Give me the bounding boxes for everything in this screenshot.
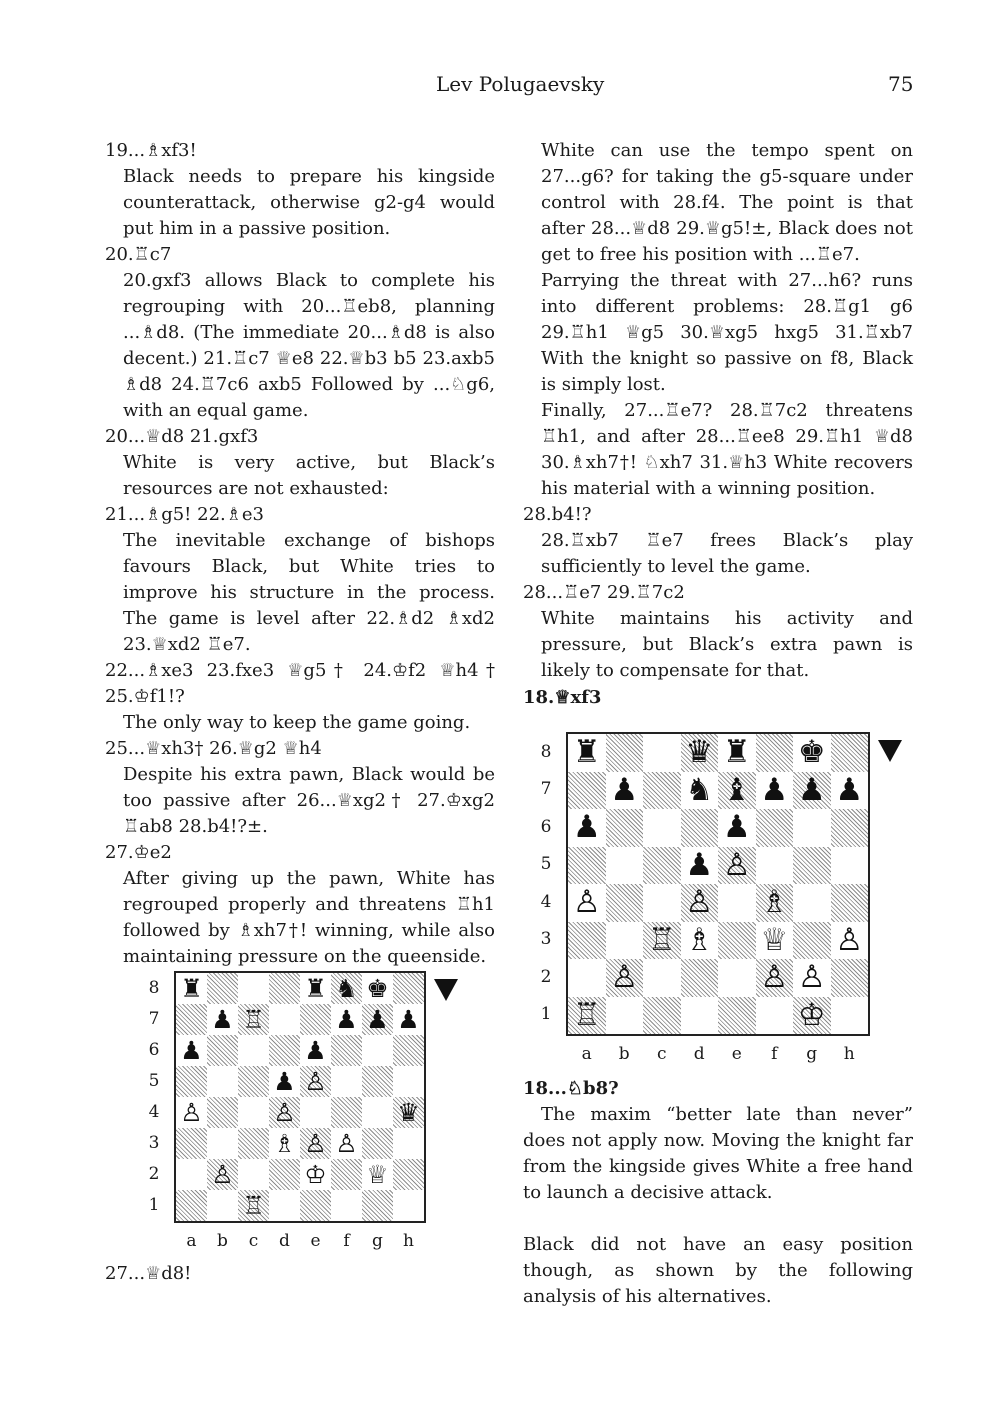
board-square-g1 — [362, 1190, 393, 1221]
file-label: f — [343, 1231, 350, 1251]
comment-paragraph: Despite his extra pawn, Black would be too passive after 26...♕xg2† 27.♔xg2 ♖ab8 28.b4!?±. — [123, 764, 495, 837]
chess-piece-icon: ♙ — [273, 1098, 296, 1127]
board-square-a4 — [176, 1097, 207, 1128]
board-square-h4 — [831, 884, 869, 922]
board-square-c1 — [238, 1190, 269, 1221]
move-line: 20.♖c7 — [105, 244, 172, 265]
board-square-a1 — [176, 1190, 207, 1221]
file-label: h — [843, 1044, 855, 1064]
board-square-d5 — [269, 1066, 300, 1097]
board-square-e6 — [300, 1035, 331, 1066]
board-square-c8 — [643, 734, 681, 772]
section-heading: 18.♕xf3 — [523, 687, 602, 708]
rank-label: 5 — [148, 1070, 160, 1091]
board-square-b5 — [207, 1066, 238, 1097]
rank-label: 6 — [540, 816, 552, 837]
chess-piece-icon: ♟ — [180, 1036, 203, 1065]
board-square-b5 — [606, 847, 644, 885]
board-square-a5 — [176, 1066, 207, 1097]
board-square-f3 — [331, 1128, 362, 1159]
board-square-d4 — [269, 1097, 300, 1128]
rank-label: 1 — [148, 1194, 160, 1215]
chess-board — [566, 732, 870, 1036]
move-line: 21...♗g5! 22.♗e3 — [105, 504, 265, 525]
board-square-f5 — [331, 1066, 362, 1097]
chess-piece-icon: ♖ — [647, 921, 676, 958]
board-square-g8 — [362, 973, 393, 1004]
board-square-e8 — [718, 734, 756, 772]
board-square-h5 — [831, 847, 869, 885]
board-square-f4 — [756, 884, 794, 922]
board-square-h2 — [393, 1159, 424, 1190]
section-heading: 18...♘b8? — [523, 1078, 619, 1099]
chess-piece-icon: ♟ — [366, 1005, 389, 1034]
chess-piece-icon: ♙ — [335, 1129, 358, 1158]
chess-piece-icon: ♔ — [797, 996, 826, 1033]
board-square-b1 — [207, 1190, 238, 1221]
comment-paragraph: Parrying the threat with 27...h6? runs into different problems: 28.♖g1 g6 29.♖h1 ♕g5 30.♕xg5 hxg5 31.♖xb7 With the knight so passive on f8, Black is simply lost. — [541, 270, 913, 395]
board-square-g5 — [793, 847, 831, 885]
comment-paragraph: 20.gxf3 allows Black to complete his regrouping with 20...♖eb8, planning ...♗d8. (The immediate 20...♗d8 is also decent.) 21.♖c7 ♕e8 22.♕b3 b5 23.axb5 ♗d8 24.♖7c6 axb5 Followed by ...♘g6, with an equal game. — [123, 270, 495, 421]
move-line: 25...♕xh3† 26.♕g2 ♕h4 — [105, 738, 322, 759]
board-square-b4 — [606, 884, 644, 922]
board-square-h6 — [393, 1035, 424, 1066]
chess-piece-icon: ♕ — [760, 921, 789, 958]
board-square-g8 — [793, 734, 831, 772]
side-to-move-indicator — [434, 979, 458, 1001]
board-square-c5 — [643, 847, 681, 885]
file-label: a — [581, 1044, 592, 1064]
chess-piece-icon: ♟ — [572, 809, 601, 846]
board-square-f7 — [331, 1004, 362, 1035]
board-square-f2 — [331, 1159, 362, 1190]
board-square-g6 — [362, 1035, 393, 1066]
comment-paragraph: Finally, 27...♖e7? 28.♖7c2 threatens ♖h1, and after 28...♖ee8 29.♖h1 ♕d8 30.♗xh7†! ♘xh7 31.♕h3 White recovers his material with a winning position. — [541, 400, 913, 499]
board-square-c2 — [238, 1159, 269, 1190]
rank-label: 2 — [148, 1163, 160, 1184]
board-square-d2 — [269, 1159, 300, 1190]
chess-piece-icon: ♙ — [211, 1160, 234, 1189]
board-square-a7 — [568, 772, 606, 810]
board-square-e3 — [300, 1128, 331, 1159]
board-square-e2 — [300, 1159, 331, 1190]
board-square-d1 — [269, 1190, 300, 1221]
board-square-f3 — [756, 922, 794, 960]
board-square-b6 — [207, 1035, 238, 1066]
board-square-a3 — [568, 922, 606, 960]
move-line: 27.♔e2 — [105, 842, 172, 863]
chess-board — [174, 971, 426, 1223]
comment-paragraph: White can use the tempo spent on 27...g6? for taking the g5-square under control with 28.f4. The point is that after 28...♕d8 29.♕g5!±, Black does not get to free his position with ...♖e7. — [541, 140, 913, 265]
board-square-h7 — [393, 1004, 424, 1035]
board-square-b2 — [606, 959, 644, 997]
board-square-f5 — [756, 847, 794, 885]
board-square-h4 — [393, 1097, 424, 1128]
chess-piece-icon: ♛ — [397, 1098, 420, 1127]
board-square-d6 — [269, 1035, 300, 1066]
board-square-e7 — [300, 1004, 331, 1035]
chess-piece-icon: ♟ — [685, 846, 714, 883]
board-square-d1 — [681, 997, 719, 1035]
board-square-f6 — [331, 1035, 362, 1066]
chess-piece-icon: ♟ — [273, 1067, 296, 1096]
board-square-c5 — [238, 1066, 269, 1097]
board-square-c8 — [238, 973, 269, 1004]
board-square-f2 — [756, 959, 794, 997]
move-line: 28.b4!? — [523, 504, 592, 525]
board-square-f6 — [756, 809, 794, 847]
chess-piece-icon: ♔ — [304, 1160, 327, 1189]
chess-piece-icon: ♞ — [335, 974, 358, 1003]
page-header — [0, 72, 1000, 102]
board-square-f4 — [331, 1097, 362, 1128]
chess-piece-icon: ♟ — [722, 809, 751, 846]
comment-paragraph: Black needs to prepare his kingside counterattack, otherwise g2-g4 would put him in a passive position. — [123, 166, 495, 239]
board-square-h8 — [393, 973, 424, 1004]
board-square-e2 — [718, 959, 756, 997]
rank-label: 8 — [540, 741, 552, 762]
chess-piece-icon: ♖ — [242, 1005, 265, 1034]
chess-piece-icon: ♟ — [835, 771, 864, 808]
chess-piece-icon: ♙ — [685, 884, 714, 921]
board-square-a3 — [176, 1128, 207, 1159]
board-square-a1 — [568, 997, 606, 1035]
board-square-g6 — [793, 809, 831, 847]
comment-paragraph: 28.♖xb7 ♖e7 frees Black’s play sufficiently to level the game. — [541, 530, 913, 577]
board-square-e1 — [718, 997, 756, 1035]
board-square-f1 — [331, 1190, 362, 1221]
chess-piece-icon: ♙ — [722, 846, 751, 883]
chess-piece-icon: ♙ — [304, 1129, 327, 1158]
file-label: d — [693, 1044, 705, 1064]
board-square-c1 — [643, 997, 681, 1035]
board-square-d7 — [681, 772, 719, 810]
board-square-c7 — [238, 1004, 269, 1035]
board-square-c7 — [643, 772, 681, 810]
rank-label: 6 — [148, 1039, 160, 1060]
chess-piece-icon: ♗ — [685, 921, 714, 958]
board-square-b6 — [606, 809, 644, 847]
board-square-b3 — [207, 1128, 238, 1159]
file-label: g — [806, 1044, 818, 1064]
board-square-a6 — [176, 1035, 207, 1066]
board-square-d6 — [681, 809, 719, 847]
board-square-f7 — [756, 772, 794, 810]
board-square-d7 — [269, 1004, 300, 1035]
move-line: 20...♕d8 21.gxf3 — [105, 426, 259, 447]
move-line: 27...♕d8! — [105, 1263, 192, 1284]
chess-piece-icon: ♙ — [180, 1098, 203, 1127]
comment-paragraph: The only way to keep the game going. — [123, 712, 471, 733]
board-square-h5 — [393, 1066, 424, 1097]
board-square-g7 — [362, 1004, 393, 1035]
board-square-h1 — [393, 1190, 424, 1221]
chess-piece-icon: ♝ — [722, 771, 751, 808]
chess-piece-icon: ♞ — [685, 771, 714, 808]
board-square-c4 — [643, 884, 681, 922]
board-square-b3 — [606, 922, 644, 960]
rank-label: 1 — [540, 1004, 552, 1025]
board-square-e4 — [718, 884, 756, 922]
board-square-e4 — [300, 1097, 331, 1128]
chess-piece-icon: ♟ — [760, 771, 789, 808]
file-label: f — [771, 1044, 778, 1064]
board-square-f8 — [331, 973, 362, 1004]
move-line: 28...♖e7 29.♖7c2 — [523, 582, 685, 603]
chess-piece-icon: ♜ — [180, 974, 203, 1003]
right-column — [523, 138, 913, 684]
board-square-d8 — [269, 973, 300, 1004]
chess-piece-icon: ♙ — [304, 1067, 327, 1096]
chess-piece-icon: ♟ — [335, 1005, 358, 1034]
board-square-g4 — [793, 884, 831, 922]
comment-paragraph: White is very active, but Black’s resources are not exhausted: — [123, 452, 495, 499]
file-label: g — [372, 1231, 383, 1251]
board-square-b4 — [207, 1097, 238, 1128]
chess-piece-icon: ♗ — [760, 884, 789, 921]
board-square-a2 — [176, 1159, 207, 1190]
board-square-c2 — [643, 959, 681, 997]
board-square-d2 — [681, 959, 719, 997]
board-square-d3 — [681, 922, 719, 960]
chess-piece-icon: ♙ — [835, 921, 864, 958]
board-square-e7 — [718, 772, 756, 810]
file-label: a — [186, 1231, 197, 1251]
chess-piece-icon: ♙ — [797, 959, 826, 996]
rank-label: 3 — [540, 929, 552, 950]
rank-label: 4 — [148, 1101, 160, 1122]
board-square-a6 — [568, 809, 606, 847]
board-square-h2 — [831, 959, 869, 997]
board-square-e6 — [718, 809, 756, 847]
chess-piece-icon: ♟ — [211, 1005, 234, 1034]
chess-piece-icon: ♙ — [760, 959, 789, 996]
move-line: 19...♗xf3! — [105, 140, 197, 161]
board-square-f1 — [756, 997, 794, 1035]
board-square-h3 — [393, 1128, 424, 1159]
board-square-g3 — [362, 1128, 393, 1159]
board-square-e5 — [718, 847, 756, 885]
chess-piece-icon: ♜ — [722, 734, 751, 771]
comment-paragraph: White maintains his activity and pressure, but Black’s extra pawn is likely to compensate for that. — [541, 608, 913, 681]
board-square-a7 — [176, 1004, 207, 1035]
board-square-b8 — [606, 734, 644, 772]
board-square-h1 — [831, 997, 869, 1035]
file-label: h — [403, 1231, 414, 1251]
board-square-c3 — [238, 1128, 269, 1159]
chess-piece-icon: ♕ — [366, 1160, 389, 1189]
rank-label: 8 — [148, 977, 160, 998]
board-square-g3 — [793, 922, 831, 960]
board-square-a8 — [568, 734, 606, 772]
chess-piece-icon: ♗ — [273, 1129, 296, 1158]
board-square-h6 — [831, 809, 869, 847]
board-square-a8 — [176, 973, 207, 1004]
board-square-g4 — [362, 1097, 393, 1128]
board-square-c6 — [643, 809, 681, 847]
comment-paragraph: The inevitable exchange of bishops favours Black, but White tries to improve his structure in the process. The game is level after 22.♗d2 ♗xd2 23.♕xd2 ♖e7. — [123, 530, 495, 655]
rank-label: 2 — [540, 966, 552, 987]
board-square-a4 — [568, 884, 606, 922]
board-square-b2 — [207, 1159, 238, 1190]
file-label: b — [217, 1231, 228, 1251]
page-number: 75 — [888, 72, 914, 96]
chess-piece-icon: ♖ — [572, 996, 601, 1033]
board-square-f8 — [756, 734, 794, 772]
board-square-d8 — [681, 734, 719, 772]
board-square-c4 — [238, 1097, 269, 1128]
board-square-e3 — [718, 922, 756, 960]
chess-piece-icon: ♙ — [572, 884, 601, 921]
rank-label: 7 — [148, 1008, 160, 1029]
board-square-b7 — [606, 772, 644, 810]
board-square-c3 — [643, 922, 681, 960]
board-square-d3 — [269, 1128, 300, 1159]
file-label: e — [310, 1231, 321, 1251]
chess-piece-icon: ♚ — [797, 734, 826, 771]
rank-label: 7 — [540, 779, 552, 800]
board-square-a5 — [568, 847, 606, 885]
chess-piece-icon: ♟ — [304, 1036, 327, 1065]
chess-piece-icon: ♜ — [304, 974, 327, 1003]
chess-piece-icon: ♙ — [610, 959, 639, 996]
board-square-h7 — [831, 772, 869, 810]
board-square-g2 — [793, 959, 831, 997]
side-to-move-indicator — [878, 740, 902, 762]
file-label: e — [731, 1044, 742, 1064]
chess-piece-icon: ♟ — [397, 1005, 420, 1034]
running-title: Lev Polugaevsky — [436, 72, 605, 96]
board-square-a2 — [568, 959, 606, 997]
left-column — [105, 138, 495, 970]
board-square-g1 — [793, 997, 831, 1035]
board-square-e5 — [300, 1066, 331, 1097]
board-square-g5 — [362, 1066, 393, 1097]
board-square-c6 — [238, 1035, 269, 1066]
comment-paragraph: After giving up the pawn, White has regrouped properly and threatens ♖h1 followed by ♗xh7†! winning, while also maintaining pressure on the queenside. — [123, 868, 495, 967]
board-square-g2 — [362, 1159, 393, 1190]
board-square-b1 — [606, 997, 644, 1035]
rank-label: 5 — [540, 854, 552, 875]
board-square-e1 — [300, 1190, 331, 1221]
file-label: c — [248, 1231, 259, 1251]
chess-piece-icon: ♚ — [366, 974, 389, 1003]
file-label: b — [618, 1044, 630, 1064]
chess-piece-icon: ♛ — [685, 734, 714, 771]
board-square-h3 — [831, 922, 869, 960]
comment-paragraph: The maxim “better late than never” does not apply now. Moving the knight far from the kingside gives White a free hand to launch a decisive attack. — [523, 1104, 913, 1203]
file-label: c — [656, 1044, 667, 1064]
comment-paragraph: Black did not have an easy position though, as shown by the following analysis of his alternatives. — [523, 1234, 913, 1307]
rank-label: 3 — [148, 1132, 160, 1153]
board-square-d5 — [681, 847, 719, 885]
chess-piece-icon: ♜ — [572, 734, 601, 771]
chess-piece-icon: ♟ — [610, 771, 639, 808]
board-square-d4 — [681, 884, 719, 922]
file-label: d — [279, 1231, 290, 1251]
board-square-h8 — [831, 734, 869, 772]
move-line: 22...♗xe3 23.fxe3 ♕g5† 24.♔f2 ♕h4† 25.♔f1!? — [105, 660, 495, 707]
board-square-b8 — [207, 973, 238, 1004]
rank-label: 4 — [540, 891, 552, 912]
board-square-e8 — [300, 973, 331, 1004]
chess-piece-icon: ♖ — [242, 1191, 265, 1220]
chess-piece-icon: ♟ — [797, 771, 826, 808]
board-square-b7 — [207, 1004, 238, 1035]
board-square-g7 — [793, 772, 831, 810]
